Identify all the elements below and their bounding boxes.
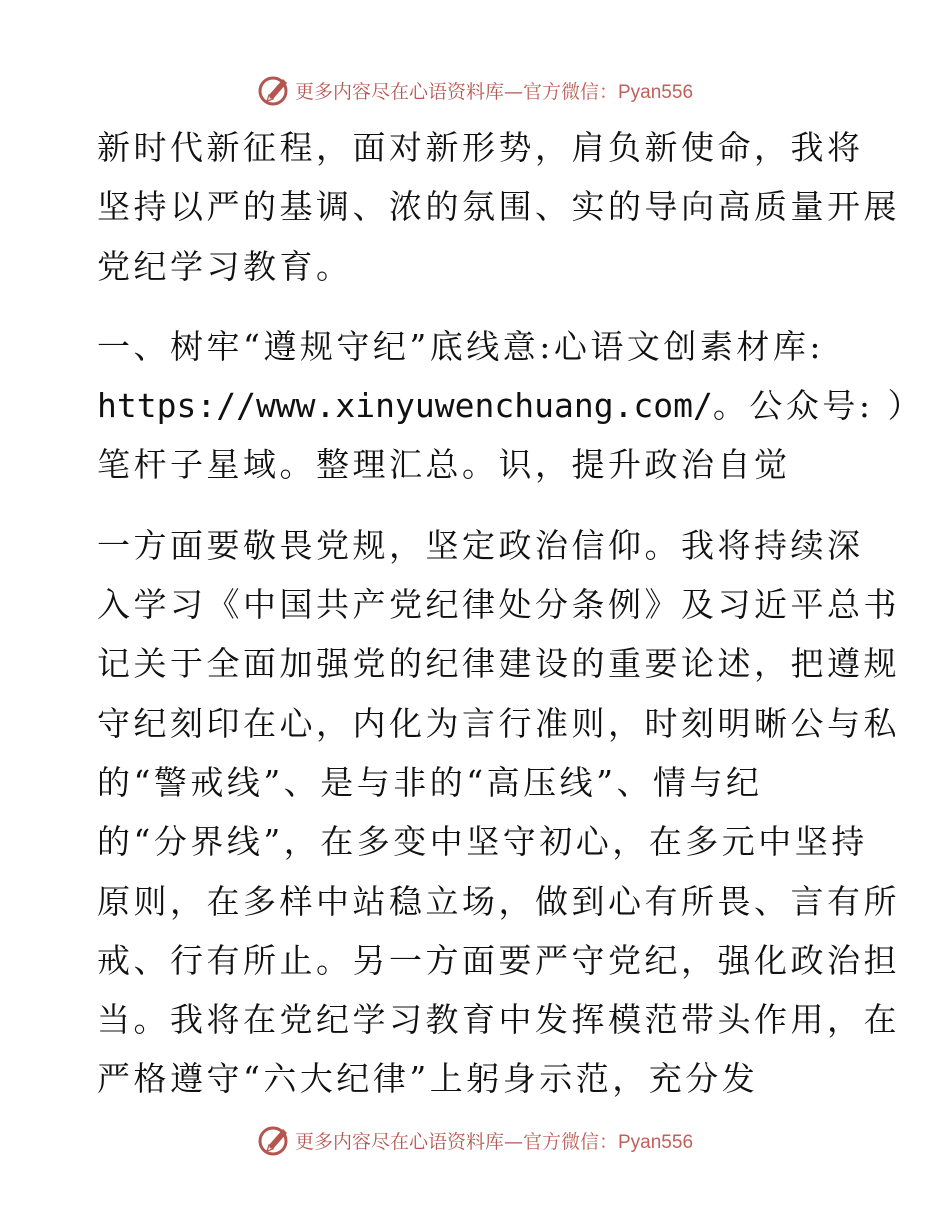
section-heading-line-2 [97,376,925,435]
pen-nib-circle-icon [257,73,291,107]
footer-banner-title: 更多内容尽在心语资料库 [294,1130,504,1153]
footer-banner [0,1120,950,1160]
section-heading-line-3: 笔杆子星域。整理汇总。识，提升政治自觉 [97,445,791,485]
header-wechat-label: 官方微信： [522,80,618,103]
footer-wechat-label: 官方微信： [522,1130,618,1153]
footer-wechat-id: Pyan556 [618,1131,694,1153]
paragraph-2-line-6: 的“分界线”，在多变中坚守初心，在多元中坚持 [97,822,868,862]
source-url: https://www.xinyuwenchuang.com/ [97,386,713,426]
header-banner-separator: — [503,80,523,103]
paragraph-2-line-1: 一方面要敬畏党规，坚定政治信仰。我将持续深 [97,525,864,565]
paragraph-2-line-7: 原则，在多样中站稳立场，做到心有所畏、言有所 [97,881,900,921]
paragraph-2-line-5: 的“警戒线”、是与非的“高压线”、情与纪 [97,762,763,802]
paragraph-2-line-4: 守纪刻印在心，内化为言行准则，时刻明晰公与私 [97,703,900,743]
pen-nib-circle-icon [257,1123,291,1157]
footer-banner-separator: — [503,1130,523,1153]
paragraph-1-line-3: 党纪学习教育。 [97,246,353,286]
header-banner [0,70,950,110]
footer-banner-text [295,1127,693,1154]
header-banner-text [295,77,693,104]
header-wechat-id: Pyan556 [618,81,694,103]
paragraph-2-line-2: 入学习《中国共产党纪律处分条例》及习近平总书 [97,585,900,625]
source-url-suffix: 。公众号: ） [712,386,925,426]
paragraph-1-line-1: 新时代新征程，面对新形势，肩负新使命，我将 [97,128,864,167]
section-heading-line-1: 一、树牢“遵规守纪”底线意:心语文创素材库: [97,326,824,366]
paragraph-2-line-8: 戒、行有所止。另一方面要严守党纪，强化政治担 [97,940,900,980]
paragraph-2-line-9: 当。我将在党纪学习教育中发挥模范带头作用，在 [97,1000,900,1040]
header-banner-title: 更多内容尽在心语资料库 [294,80,504,103]
document-body [97,118,925,1109]
paragraph-2-line-3: 记关于全面加强党的纪律建设的重要论述，把遵规 [97,644,900,684]
paragraph-2-line-10: 严格遵守“六大纪律”上躬身示范，充分发 [97,1059,759,1099]
paragraph-1-line-2: 坚持以严的基调、浓的氛围、实的导向高质量开展 [97,187,900,227]
